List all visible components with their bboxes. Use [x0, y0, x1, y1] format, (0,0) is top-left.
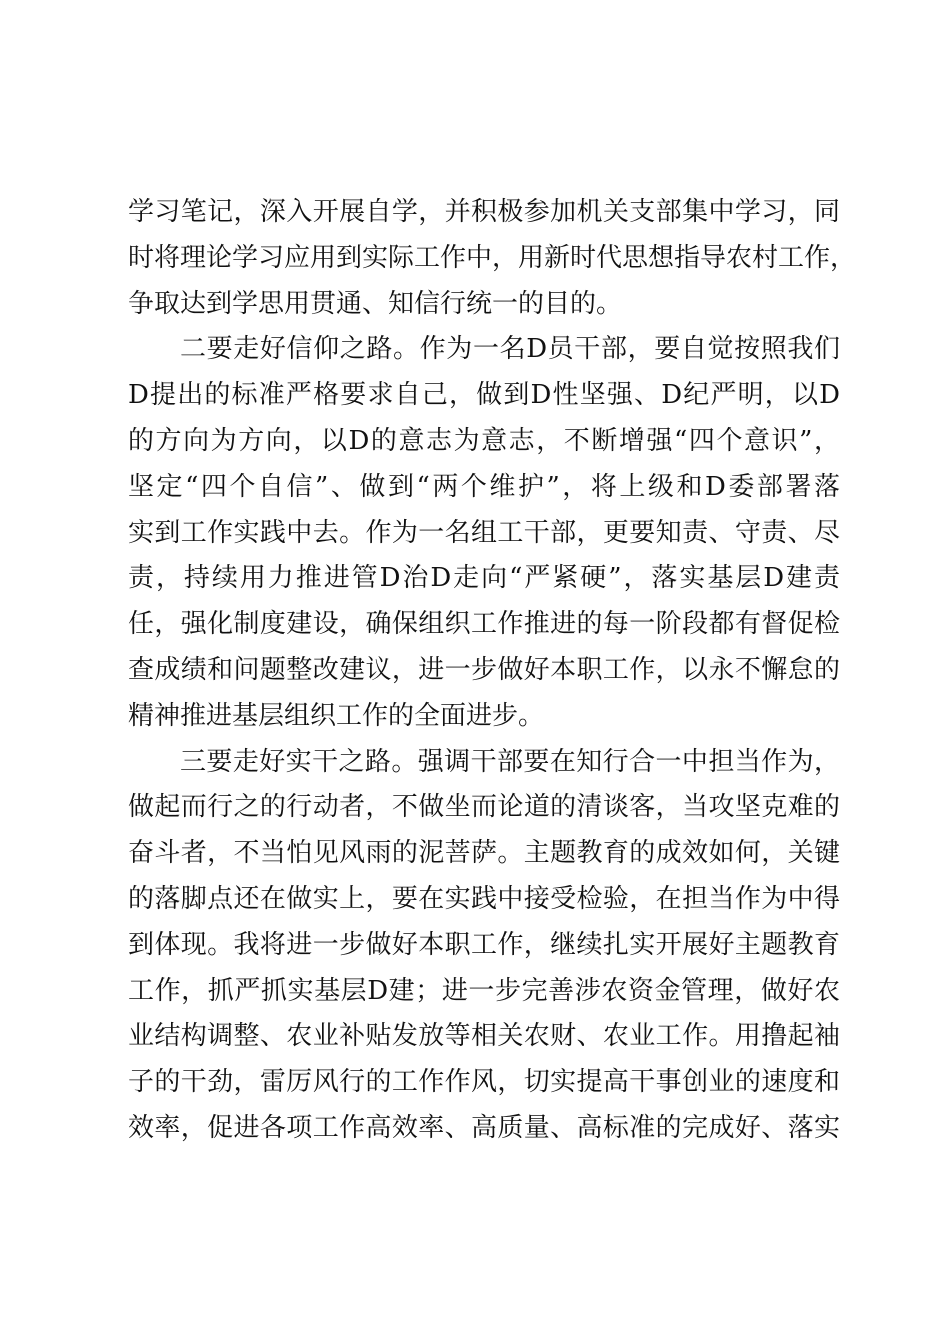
text-line: 精神推进基层组织工作的全面进步。: [128, 700, 545, 731]
text-line: 三要走好实干之路。强调干部要在知行合一中担当作为，: [180, 746, 840, 777]
text-line: 学习笔记，深入开展自学，并积极参加机关支部集中学习，同: [128, 197, 840, 227]
text-line: 责，持续用力推进管D治D走向“严紧硬”，落实基层D建责: [128, 563, 840, 594]
text-line: 子的干劲，雷厉风行的工作作风，切实提高干事创业的速度和: [128, 1067, 840, 1098]
text-line: 查成绩和问题整改建议，进一步做好本职工作，以永不懈怠的: [128, 654, 840, 685]
text-line: D提出的标准严格要求自己，做到D性坚强、D纪严明，以D: [128, 380, 840, 411]
text-line: 时将理论学习应用到实际工作中，用新时代思想指导农村工作，: [128, 242, 857, 273]
text-line: 效率，促进各项工作高效率、高质量、高标准的完成好、落实: [128, 1112, 840, 1143]
text-line: 工作，抓严抓实基层D建；进一步完善涉农资金管理，做好农: [128, 975, 840, 1006]
text-line: 奋斗者，不当怕见风雨的泥菩萨。主题教育的成效如何，关键: [128, 838, 840, 869]
document-body: [128, 190, 857, 1152]
text-line: 坚定“四个自信”、做到“两个维护”，将上级和D委部署落: [128, 471, 840, 502]
text-line: 任，强化制度建设，确保组织工作推进的每一阶段都有督促检: [128, 609, 840, 640]
text-line: 争取达到学思用贯通、知信行统一的目的。: [128, 288, 623, 319]
text-line: 的落脚点还在做实上，要在实践中接受检验，在担当作为中得: [128, 883, 840, 914]
text-line: 的方向为方向，以D的意志为意志，不断增强“四个意识”，: [128, 425, 840, 456]
text-line: 实到工作实践中去。作为一名组工干部，更要知责、守责、尽: [128, 517, 840, 548]
text-line: 到体现。我将进一步做好本职工作，继续扎实开展好主题教育: [128, 929, 840, 960]
text-line: 业结构调整、农业补贴发放等相关农财、农业工作。用撸起袖: [128, 1021, 840, 1052]
text-line: 二要走好信仰之路。作为一名D员干部，要自觉按照我们: [180, 334, 840, 365]
text-line: 做起而行之的行动者，不做坐而论道的清谈客，当攻坚克难的: [128, 792, 840, 823]
